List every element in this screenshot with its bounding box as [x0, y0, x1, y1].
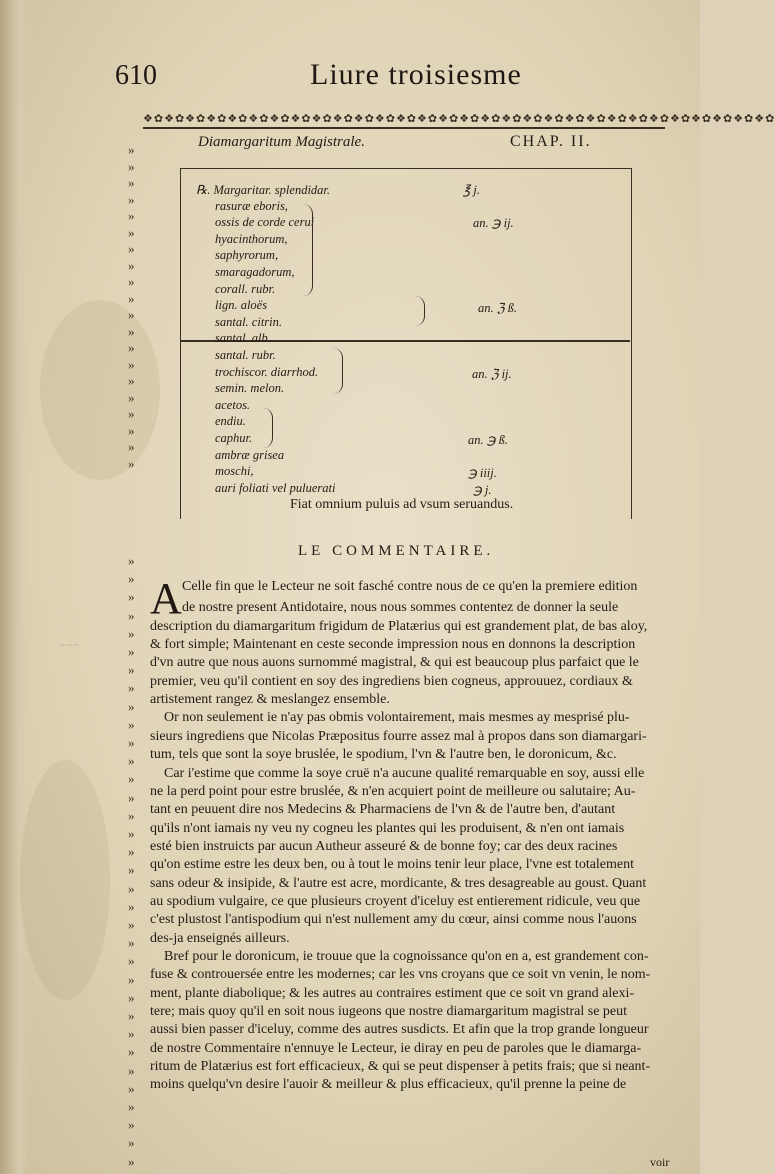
quote-mark: » — [128, 356, 135, 372]
quote-mark: » — [128, 862, 135, 878]
brace — [412, 296, 425, 326]
recipe-line: caphur. — [215, 431, 253, 445]
commentary-line: Celle fin que le Lecteur ne soit fasché contre nous de ce qu'en la premiere edition — [182, 579, 638, 594]
quote-mark: » — [128, 290, 135, 306]
recipe-line: corall. rubr. — [215, 281, 276, 296]
brace — [300, 204, 313, 296]
commentary-line: premier, veu qu'il contient en soy des ingrediens bien cogneus, approuuez, cordiaux & — [150, 673, 633, 689]
quote-mark: » — [128, 191, 135, 207]
quote-mark: » — [128, 208, 135, 223]
quote-mark: » — [128, 1008, 135, 1023]
quote-mark: » — [128, 880, 135, 896]
quote-mark: » — [128, 826, 135, 841]
quote-mark: » — [128, 1080, 135, 1096]
recipe-line: hyacinthorum, — [215, 231, 288, 246]
recipe-quantity: ℈ j. — [473, 483, 492, 497]
quote-mark: » — [128, 389, 135, 405]
quote-mark: » — [128, 917, 135, 932]
commentary-line: ment, plante diabolique; & les autres au contraires estiment que ce soit vn grand alexi- — [150, 985, 635, 1001]
commentary-line: description du diamargaritum frigidum de Platærius qui est grandement plat, de bas aloy, — [150, 618, 648, 634]
quote-mark: » — [128, 175, 135, 190]
quote-mark: » — [128, 898, 135, 914]
commentary-line: tant en peuuent dire nos Medecins & Pharmaciens de l'vn & de l'autre ben, d'autant — [150, 802, 616, 818]
quote-mark: » — [128, 953, 135, 969]
recipe-line: lign. aloës — [215, 298, 268, 313]
quote-mark: » — [128, 1026, 135, 1042]
quote-mark: » — [128, 935, 135, 951]
commentary-line: & fort simple; Maintenant en ceste seconde impression nous en donnons la description — [150, 637, 636, 653]
quote-mark: » — [128, 625, 135, 641]
recipe-line: santal. alb. — [215, 331, 271, 346]
commentary-line: Bref pour le doronicum, ie trouue que la cognoissance qu'on en a, est grandement con- — [164, 949, 649, 964]
handwritten-margin-note: ~ ~ ~ — [59, 639, 80, 651]
drop-capital: A — [150, 574, 182, 623]
recipe-quantity: an. ℈ ij. — [473, 216, 514, 230]
section-title: Diamargaritum Magistrale. — [198, 134, 365, 150]
commentary-line: qu'on estime estre les deux ben, ou à tout le moins tenir leur place, l'vne est totalement — [150, 857, 635, 873]
recipe-line: acetos. — [215, 397, 251, 412]
chapter-label: CHAP. II. — [510, 133, 592, 150]
commentary-line: c'est plustost l'antispodium qui n'est nullement amy du cœur, ainsi comme nous l'auons — [150, 912, 637, 928]
quote-mark: » — [128, 698, 135, 714]
quote-mark: » — [128, 753, 135, 769]
recipe-line: ambræ grisea — [215, 447, 285, 462]
quote-mark: » — [128, 274, 135, 289]
recipe-line: semin. melon. — [215, 381, 285, 396]
quote-mark: » — [128, 589, 135, 605]
quote-mark: » — [128, 257, 135, 273]
commentary-line: artistement rangez & meslangez ensemble. — [150, 692, 390, 708]
quote-mark: » — [128, 553, 135, 568]
commentary-heading: LE COMMENTAIRE. — [298, 543, 495, 559]
recipe-closing: Fiat omnium puluis ad vsum seruandus. — [290, 497, 514, 512]
page-gutter-shadow — [0, 0, 28, 1174]
quote-mark: » — [128, 1044, 135, 1060]
quote-mark: » — [128, 662, 135, 678]
commentary-line: moins quelqu'vn desire l'auoir & meilleur & plus efficacieux, qu'il prenne la peine de — [150, 1077, 627, 1093]
quote-mark: » — [128, 142, 135, 157]
commentary-line: au spodium vulgaire, ce que plusieurs croyent d'iceluy est entierement ridicule, veu que — [150, 893, 641, 909]
recipe-quantity: ℈ iiij. — [468, 466, 497, 480]
catchword: voir — [650, 1155, 670, 1169]
commentary-line: sans odeur & insipide, & l'autre est acre, mordicante, & tres desagreable au goust. Quant — [150, 875, 647, 891]
commentary-line: d'vn autre que nous auons surnommé magistral, & qui est beaucoup plus parfaict que le — [150, 655, 639, 671]
paper-stain — [40, 300, 160, 480]
recipe-line: ossis de corde cerui — [215, 215, 315, 230]
commentary-line: tere; mais quoy qu'il en soit nous iugeons que nostre diamargaritum magistral se peut — [150, 1004, 628, 1020]
commentary-line: Car i'estime que comme la soye cruë n'a aucune qualité remarquable en soy, aussi elle — [164, 765, 645, 781]
quote-mark: » — [128, 1062, 135, 1078]
page-header — [115, 58, 675, 100]
quote-mark: » — [128, 789, 135, 805]
quote-mark: » — [128, 807, 135, 823]
recipe-line: auri foliati vel puluerati — [215, 480, 336, 495]
commentary-line: de nostre Commentaire n'ennuye le Lecteur, ie diray en peu de paroles que le diamarga- — [150, 1040, 642, 1056]
commentary-line: Or non seulement ie n'ay pas obmis volontairement, mais mesmes ay mesprisé plu- — [164, 710, 630, 726]
recipe-line: smaragadorum, — [215, 265, 295, 279]
recipe-line: endiu. — [215, 414, 246, 429]
quote-mark: » — [128, 307, 135, 322]
running-head: Liure troisiesme — [310, 58, 522, 91]
paper-stain — [20, 760, 110, 1000]
quote-mark: » — [128, 1135, 135, 1151]
recipe-quantity: ℥ j. — [463, 183, 480, 197]
quote-mark: » — [128, 406, 135, 421]
quote-mark: » — [128, 422, 135, 438]
commentary-line: tum, tels que sont la soye bruslée, le spodium, l'vn & l'autre ben, le doronicum, &c. — [150, 747, 617, 763]
recipe-line: trochiscor. diarrhod. — [215, 364, 319, 379]
quote-mark: » — [128, 439, 135, 454]
recipe-line: ℞. Margaritar. splendidar. — [196, 183, 331, 197]
recipe-line: santal. citrin. — [215, 314, 283, 329]
recipe-quantity: an. ℨ ij. — [472, 367, 512, 381]
quote-mark: » — [128, 224, 135, 240]
page-number: 610 — [115, 60, 157, 91]
commentary-line: aussi bien passer d'iceluy, comme des autres susdicts. Et afin que la trop grande longueur — [150, 1022, 649, 1038]
quote-mark: » — [128, 1153, 135, 1169]
commentary-line: ne la perd point pour estre bruslée, & n'en acquiert point de meilleure ou salutaire; Au- — [150, 783, 636, 799]
quote-mark: » — [128, 340, 135, 355]
quote-mark: » — [128, 989, 135, 1005]
recipe-quantity: an. ℨ ß. — [478, 301, 517, 315]
quote-mark: » — [128, 735, 135, 750]
quote-mark: » — [128, 680, 135, 696]
quote-mark: » — [128, 323, 135, 339]
quote-mark: » — [128, 607, 135, 623]
header-rule — [143, 127, 665, 129]
recipe-line: saphyrorum, — [215, 248, 279, 263]
commentary-line: de nostre present Antidotaire, nous nous sommes contentez de donner la seule — [182, 600, 619, 616]
quote-mark: » — [128, 1117, 135, 1133]
quote-mark: » — [128, 644, 135, 659]
quote-mark: » — [128, 771, 135, 787]
commentary-line: des-ja enseignés ailleurs. — [150, 930, 290, 946]
ornamental-rule: ❖✿❖✿❖✿❖✿❖✿❖✿❖✿❖✿❖✿❖✿❖✿❖✿❖✿❖✿❖✿❖✿❖✿❖✿❖✿❖✿❖✿❖✿❖✿❖✿❖✿❖✿❖✿❖✿❖✿❖✿ — [143, 112, 775, 125]
commentary-line: qu'ils n'ont iamais ny veu ny cogneu les plantes qui les produisent, & n'en ont iamais — [150, 820, 625, 836]
quote-mark: » — [128, 844, 135, 860]
commentary-line: ritum de Platærius est fort efficacieux, & qui se peut dispenser à petits frais; que si neant- — [150, 1059, 651, 1075]
brace — [330, 348, 343, 394]
recipe-line: rasuræ eboris, — [215, 198, 288, 213]
recipe-line: santal. rubr. — [215, 348, 276, 362]
quote-mark: » — [128, 241, 135, 256]
brace — [260, 408, 273, 448]
quote-mark: » — [128, 455, 135, 471]
commentary-line: fuse & controuersée entre les modernes; car les vns croyans que ce soit vn venin, le nom- — [150, 967, 651, 983]
commentary-line: esté bien instruicts par aucun Autheur asseuré & de bonne foy; car des deux racines — [150, 838, 618, 854]
quote-mark: » — [128, 373, 135, 388]
quote-mark: » — [128, 971, 135, 987]
quote-mark: » — [128, 1099, 135, 1114]
quote-mark: » — [128, 716, 135, 732]
recipe-line: moschi, — [215, 464, 254, 479]
quote-mark: » — [128, 571, 135, 587]
commentary-line: sieurs ingrediens que Nicolas Præpositus fourre assez mal à propos dans son diamargari- — [150, 728, 647, 744]
recipe-quantity: an. ℈ ß. — [468, 433, 508, 447]
quote-mark: » — [128, 158, 135, 174]
